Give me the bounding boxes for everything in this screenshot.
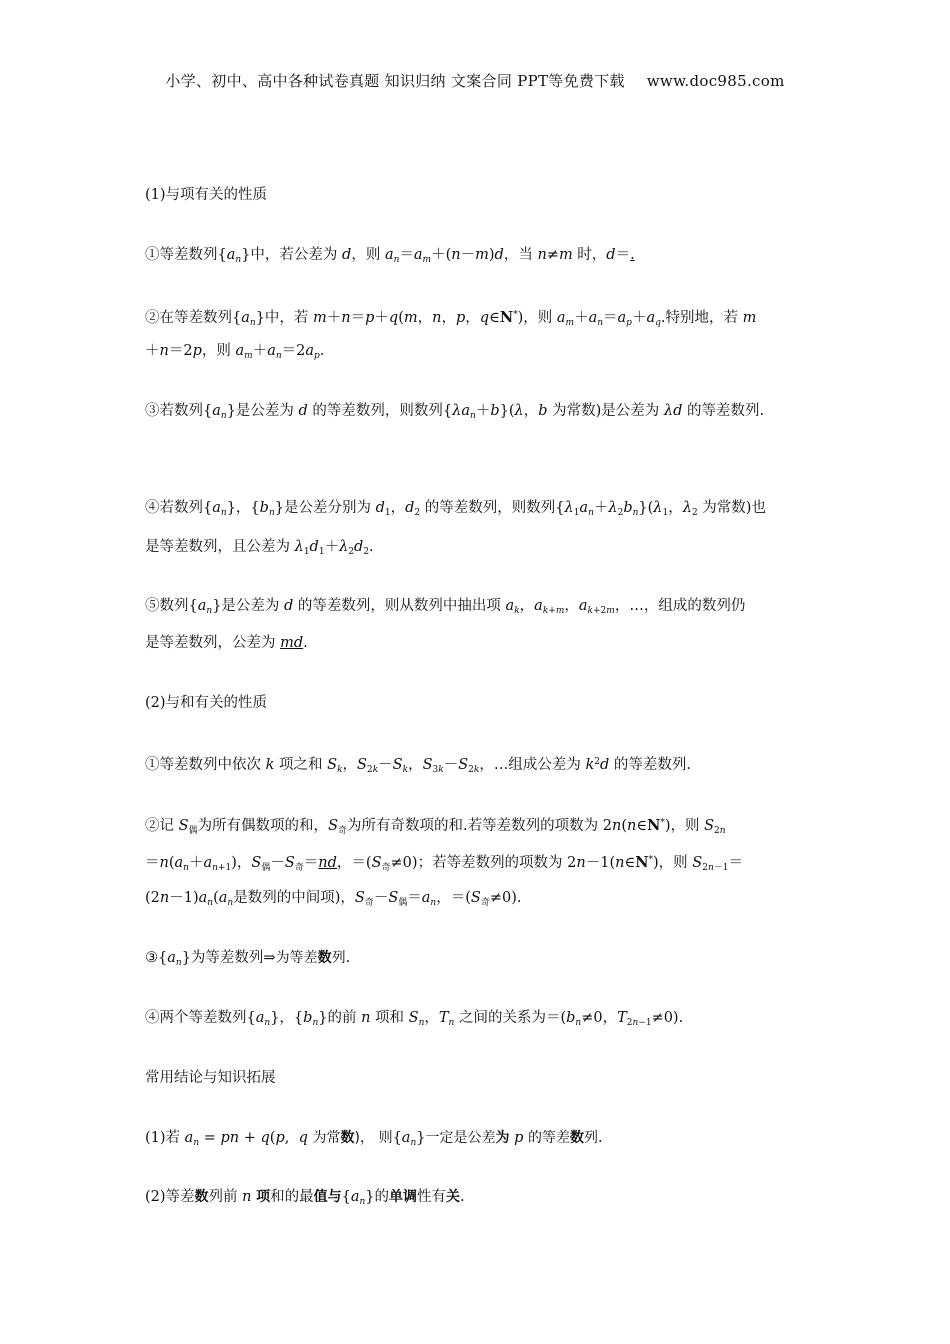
property-5-line2: 是等差数列，公差为 md. [145, 635, 308, 651]
sum-property-2-line2: $=n(a_n+a_{n+1})$，$S_偶-S_奇=nd$，$=(S_奇\ne 0)$；若等差数列的项数为 2n－1(n∈N*)，则 $S_{2n-1}=$ [145, 854, 743, 873]
property-4-line1: ④若数列$\{a_n\}$，$\{b_n\}$是公差分别为 $d_1$，$d_2$ 的等差数列，则数列$\{\lambda_1a_n+\lambda_2b_n\}(\lambda_1$，$\lambda_2$ 为常数)也 [145, 500, 766, 518]
header-url: www.doc985.com [646, 72, 785, 90]
sum-property-2-line1: ②记 $S_偶$为所有偶数项的和，$S_奇$为所有奇数项的和.若等差数列的项数为 2n(n∈N*)，则 $S_{2n}$ [145, 817, 726, 836]
sum-property-3: $③\{a_n\}$为等差数列⇒为等差数列. [145, 950, 351, 968]
section-heading-sums: (2)与和有关的性质 [145, 695, 268, 711]
sum-property-2-line3: $(2n-1)a_n(a_n$是数列的中间项)，$S_奇-S_偶=a_n$，$=(S_奇\ne 0)$. [145, 890, 522, 908]
property-4-line2: 是等差数列，且公差为 $\lambda_1d_1+\lambda_2d_2$. [145, 539, 374, 557]
conclusion-1: (1)若 $a_n$ = pn + q(p, q 为常数)， 则$\{a_n\}$一定是公差为 p 的等差数列. [145, 1130, 603, 1148]
property-5-line1: ⑤数列$\{a_n\}$是公差为 d 的等差数列，则从数列中抽出项 $a_k$，$a_{k+m}$，$a_{k+2m}$，…，组成的数列仍 [145, 598, 746, 616]
page-header [0, 70, 950, 91]
property-3: ③若数列$\{a_n\}$是公差为 d 的等差数列，则数列$\{\lambda a_n+b\}(\lambda$，b 为常数)是公差为 λd 的等差数列. [145, 403, 765, 421]
property-2-line2: ＋n＝2p，则 $a_m+a_n=2a_p$. [145, 343, 325, 361]
property-1: ①等差数列$\{a_n\}$中，若公差为 d，则 $a_n=a_m+(n-m)d$，当 n≠m 时，d＝. [145, 247, 635, 265]
sum-property-1: ①等差数列中依次 k 项之和 $S_k$，$S_{2k}-S_k$，$S_{3k}-S_{2k}$，…组成公差为 $k^2d$ 的等差数列. [145, 757, 692, 775]
header-text: 小学、初中、高中各种试卷真题 知识归纳 文案合同 PPT等免费下载 [165, 72, 625, 90]
property-2-line1: ②在等差数列$\{a_n\}$中，若 m＋n＝p＋q(m，n，p，q∈N*)，则 $a_m+a_n=a_p+a_q$.特别地，若 m [145, 309, 757, 328]
section-heading-terms: (1)与项有关的性质 [145, 187, 268, 203]
conclusion-2: (2)等差数列前 n 项和的最值与$\{a_n\}$的单调性有关. [145, 1189, 465, 1207]
sum-property-4: ④两个等差数列$\{a_n\}$，$\{b_n\}$的前 n 项和 $S_n$，$T_n$ 之间的关系为$=(b_n\ne 0$，$T_{2n-1}\ne 0$). [145, 1010, 684, 1028]
section-heading-conclusions: 常用结论与知识拓展 [145, 1070, 276, 1086]
